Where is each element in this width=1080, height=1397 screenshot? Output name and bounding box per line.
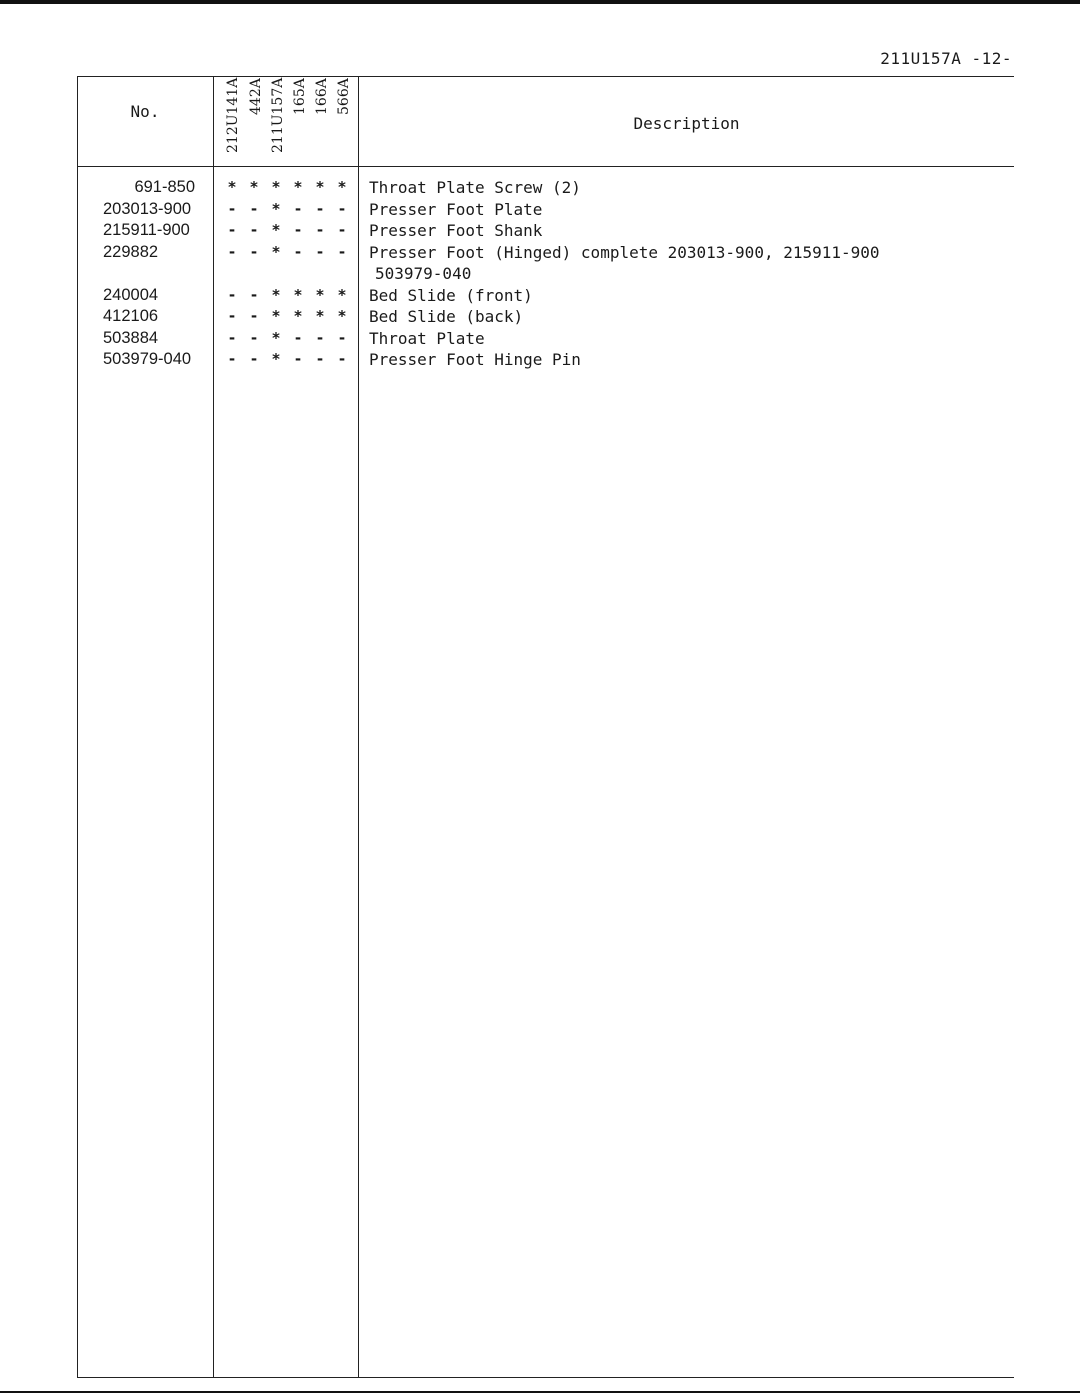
model-mark: *: [271, 221, 281, 239]
table-row: [77, 328, 1014, 350]
part-description: Presser Foot (Hinged) complete 203013-900, 215911-900: [369, 242, 880, 262]
model-mark: -: [337, 242, 347, 261]
part-number: 229882: [103, 242, 159, 261]
part-description: Presser Foot Hinge Pin: [369, 350, 581, 369]
model-mark: -: [249, 328, 259, 347]
model-header-212u141a: 212U141A: [225, 78, 241, 154]
table-row: [77, 349, 1014, 371]
model-mark: -: [337, 350, 347, 368]
model-mark: -: [315, 199, 325, 218]
model-header-442a: 442A: [248, 78, 264, 115]
model-mark: *: [337, 285, 347, 304]
column-header-description: [359, 76, 1014, 166]
models-column-divider: [358, 76, 359, 1378]
column-header-no-label: No.: [130, 101, 160, 121]
model-mark: -: [293, 242, 303, 261]
column-header-no: [77, 76, 213, 166]
model-mark: *: [315, 178, 325, 196]
part-description: Throat Plate Screw (2): [369, 178, 581, 197]
model-mark: *: [315, 307, 325, 325]
model-mark: *: [249, 178, 259, 196]
top-border-rule: [0, 0, 1080, 4]
model-mark: -: [249, 199, 259, 218]
model-mark: *: [271, 178, 281, 196]
model-mark: -: [293, 199, 303, 218]
model-header-165a: 165A: [292, 78, 308, 115]
bottom-border-rule: [0, 1391, 1080, 1393]
part-number: 503884: [103, 328, 159, 347]
model-mark: -: [337, 199, 347, 218]
part-number: 691-850: [134, 178, 195, 196]
model-mark: -: [337, 221, 347, 239]
model-mark: -: [227, 307, 237, 325]
model-mark: -: [227, 221, 237, 239]
model-mark: *: [337, 178, 347, 196]
part-description: Presser Foot Plate: [369, 199, 543, 219]
model-mark: -: [249, 285, 259, 304]
parts-table: [77, 76, 1014, 1378]
table-row: [77, 285, 1014, 307]
part-description: Presser Foot Shank: [369, 221, 543, 240]
part-number: 203013-900: [103, 199, 192, 218]
column-header-description-label: Description: [633, 113, 740, 133]
model-mark: *: [293, 307, 303, 325]
table-left-border: [77, 76, 78, 1378]
model-mark: *: [293, 178, 303, 196]
model-mark: -: [227, 242, 237, 261]
header-divider: [77, 166, 1014, 167]
part-description: Bed Slide (front): [369, 285, 533, 305]
model-mark: -: [227, 199, 237, 218]
model-mark: -: [249, 242, 259, 261]
model-mark: *: [271, 199, 281, 218]
model-mark: *: [271, 350, 281, 368]
model-mark: *: [337, 307, 347, 325]
model-header-166a: 166A: [314, 78, 330, 115]
model-mark: -: [315, 221, 325, 239]
no-column-divider: [213, 76, 214, 1378]
table-row: [77, 242, 1014, 283]
model-mark: *: [315, 285, 325, 304]
model-mark: -: [249, 221, 259, 239]
table-row: [77, 306, 1014, 328]
model-mark: -: [315, 328, 325, 347]
table-row: [77, 220, 1014, 242]
part-number: 240004: [103, 285, 159, 304]
model-mark: -: [293, 221, 303, 239]
part-number: 412106: [103, 307, 159, 325]
model-mark: *: [271, 307, 281, 325]
part-number: 215911-900: [103, 221, 190, 239]
table-bottom-border: [77, 1377, 1014, 1378]
model-mark: -: [293, 350, 303, 368]
model-mark: -: [227, 328, 237, 347]
model-mark: -: [315, 242, 325, 261]
model-mark: *: [271, 242, 281, 261]
page-number: 211U157A -12-: [880, 49, 1012, 68]
model-mark: -: [227, 350, 237, 368]
table-row: [77, 177, 1014, 199]
model-mark: *: [271, 285, 281, 304]
model-header-211u157a: 211U157A: [270, 78, 286, 154]
model-mark: -: [249, 350, 259, 368]
model-mark: -: [337, 328, 347, 347]
model-mark: -: [293, 328, 303, 347]
part-description: Throat Plate: [369, 328, 485, 348]
model-mark: *: [227, 178, 237, 196]
part-description: Bed Slide (back): [369, 307, 524, 326]
part-number: 503979-040: [103, 350, 192, 368]
model-mark: *: [271, 328, 281, 347]
model-mark: *: [293, 285, 303, 304]
model-mark: -: [227, 285, 237, 304]
table-row: [77, 199, 1014, 221]
model-mark: -: [249, 307, 259, 325]
model-header-566a: 566A: [336, 78, 352, 115]
part-description-continuation: 503979-040: [375, 263, 472, 283]
model-mark: -: [315, 350, 325, 368]
